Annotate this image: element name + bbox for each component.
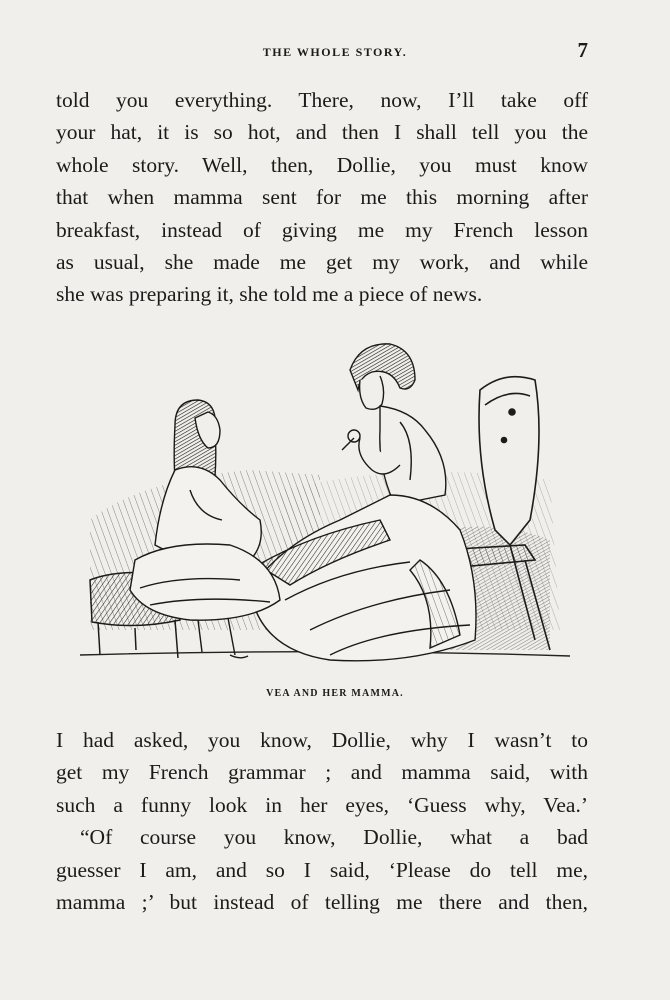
engraving-illustration xyxy=(80,330,580,675)
illustration-caption: VEA AND HER MAMMA. xyxy=(266,688,404,699)
text-line: whole story. Well, then, Dollie, you must know xyxy=(56,152,588,177)
text-line: breakfast, instead of giving me my French lesson xyxy=(56,217,588,242)
text-line: “Of course you know, Dollie, what a bad xyxy=(80,825,588,850)
page-number: 7 xyxy=(577,38,588,62)
text-line: that when mamma sent for me this morning after xyxy=(56,185,588,210)
text-line: as usual, she made me get my work, and while xyxy=(56,249,588,274)
text-line: guesser I am, and so I said, ‘Please do tell me, xyxy=(56,857,588,882)
text-line: I had asked, you know, Dollie, why I wasn’t to xyxy=(56,728,588,752)
running-title: THE WHOLE STORY. xyxy=(262,45,408,59)
body-text-bottom xyxy=(56,724,588,918)
text-line: mamma ;’ but instead of telling me there and then, xyxy=(56,889,588,914)
text-line: your hat, it is so hot, and then I shall tell you the xyxy=(56,120,588,145)
text-line: get my French grammar ; and mamma said, with xyxy=(56,760,588,785)
text-line: such a funny look in her eyes, ‘Guess why, Vea.’ xyxy=(56,792,588,817)
body-text-top xyxy=(56,84,588,311)
text-line: told you everything. There, now, I’ll take off xyxy=(56,88,588,112)
text-line: she was preparing it, she told me a piece of news. xyxy=(56,282,483,307)
